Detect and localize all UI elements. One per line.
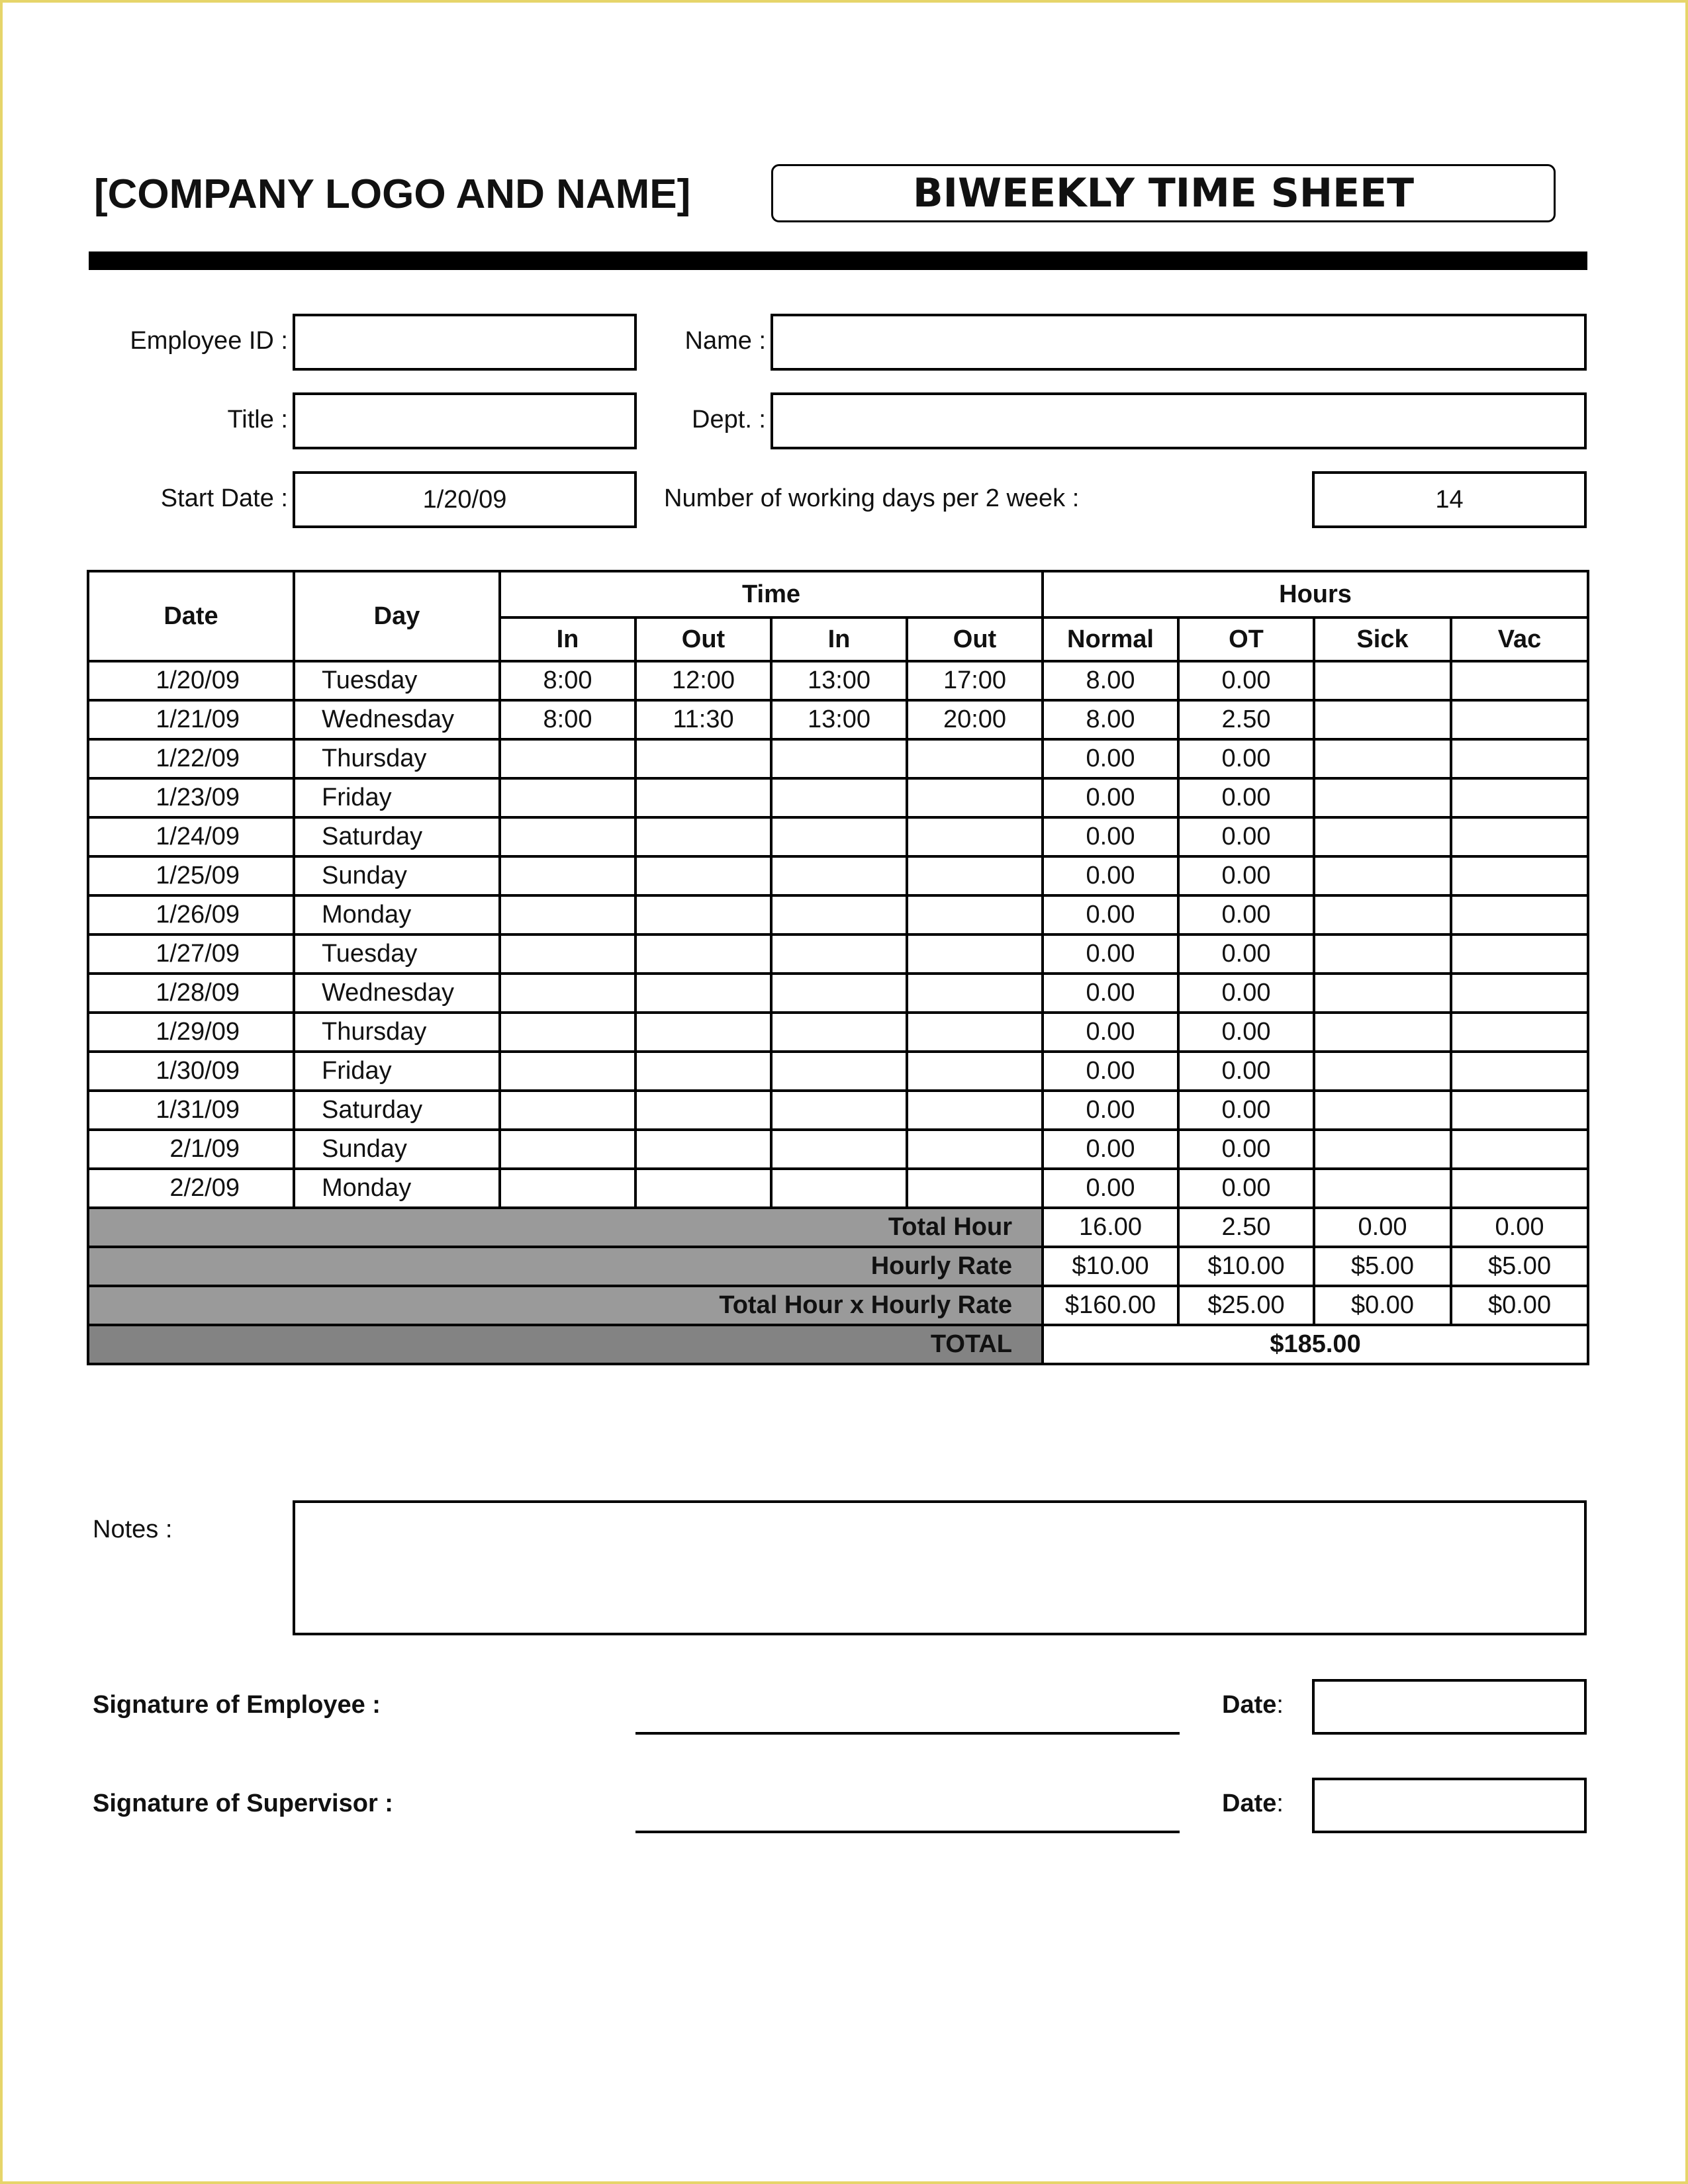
day-cell: Monday <box>294 1169 500 1208</box>
day-cell: Tuesday <box>294 934 500 974</box>
hours-normal: 0.00 <box>1043 778 1178 817</box>
hours-normal: 0.00 <box>1043 817 1178 856</box>
employee-id-label: Employee ID : <box>130 327 288 355</box>
time-in-2[interactable] <box>771 1052 907 1091</box>
hours-vac[interactable] <box>1451 1013 1588 1052</box>
table-row <box>88 661 1588 700</box>
hours-ot: 2.50 <box>1178 700 1314 739</box>
hours-ot: 0.00 <box>1178 895 1314 934</box>
time-out-2[interactable] <box>907 817 1043 856</box>
col-in2-header: In <box>771 617 907 661</box>
date-cell: 1/30/09 <box>88 1052 294 1091</box>
table-row <box>88 1013 1588 1052</box>
hours-vac[interactable] <box>1451 974 1588 1013</box>
date-cell: 1/29/09 <box>88 1013 294 1052</box>
day-cell: Wednesday <box>294 974 500 1013</box>
hours-sick[interactable] <box>1314 778 1451 817</box>
hourly-rate-vac[interactable]: $5.00 <box>1451 1247 1588 1286</box>
time-in-2[interactable] <box>771 1013 907 1052</box>
day-cell: Friday <box>294 778 500 817</box>
table-row <box>88 739 1588 778</box>
table-row <box>88 1052 1588 1091</box>
time-out-1[interactable] <box>635 934 771 974</box>
date-cell: 1/21/09 <box>88 700 294 739</box>
grand-total-value: $185.00 <box>1043 1325 1588 1364</box>
hours-sick[interactable] <box>1314 700 1451 739</box>
col-vac-header: Vac <box>1451 617 1588 661</box>
time-in-1[interactable] <box>500 895 635 934</box>
time-in-1[interactable]: 8:00 <box>500 700 635 739</box>
time-in-2[interactable] <box>771 856 907 895</box>
hourly-rate-normal[interactable]: $10.00 <box>1043 1247 1178 1286</box>
employee-id-field[interactable] <box>293 314 637 371</box>
title-box <box>771 164 1556 222</box>
hourly-rate-label: Hourly Rate <box>88 1247 1043 1286</box>
hours-vac[interactable] <box>1451 817 1588 856</box>
hours-ot: 0.00 <box>1178 739 1314 778</box>
time-in-2[interactable] <box>771 739 907 778</box>
sheet-title: BIWEEKLY TIME SHEET <box>912 170 1415 216</box>
dept-field[interactable] <box>771 392 1587 449</box>
hours-normal: 0.00 <box>1043 1013 1178 1052</box>
day-cell: Sunday <box>294 856 500 895</box>
pay-vac: $0.00 <box>1451 1286 1588 1325</box>
table-row <box>88 817 1588 856</box>
time-out-2[interactable] <box>907 778 1043 817</box>
time-out-2[interactable] <box>907 1013 1043 1052</box>
hours-vac[interactable] <box>1451 661 1588 700</box>
pay-ot: $25.00 <box>1178 1286 1314 1325</box>
pay-label: Total Hour x Hourly Rate <box>88 1286 1043 1325</box>
time-out-1[interactable]: 11:30 <box>635 700 771 739</box>
col-normal-header: Normal <box>1043 617 1178 661</box>
hours-vac[interactable] <box>1451 1130 1588 1169</box>
time-in-2[interactable] <box>771 778 907 817</box>
day-cell: Friday <box>294 1052 500 1091</box>
hours-vac[interactable] <box>1451 1052 1588 1091</box>
hours-normal: 0.00 <box>1043 1091 1178 1130</box>
table-row <box>88 1091 1588 1130</box>
col-date-header: Date <box>88 571 294 661</box>
supervisor-date-field[interactable] <box>1312 1778 1587 1833</box>
time-in-1[interactable] <box>500 1013 635 1052</box>
hours-normal: 0.00 <box>1043 739 1178 778</box>
pay-sick: $0.00 <box>1314 1286 1451 1325</box>
day-cell: Tuesday <box>294 661 500 700</box>
time-out-2[interactable] <box>907 1052 1043 1091</box>
time-in-2[interactable] <box>771 817 907 856</box>
hours-normal: 8.00 <box>1043 661 1178 700</box>
day-cell: Thursday <box>294 1013 500 1052</box>
supervisor-date-label: Date: <box>1222 1790 1284 1817</box>
time-out-1[interactable] <box>635 1130 771 1169</box>
hours-ot: 0.00 <box>1178 1013 1314 1052</box>
col-out2-header: Out <box>907 617 1043 661</box>
time-in-1[interactable] <box>500 739 635 778</box>
hours-sick[interactable] <box>1314 856 1451 895</box>
total-hour-normal: 16.00 <box>1043 1208 1178 1247</box>
header-divider <box>89 251 1587 270</box>
time-in-2[interactable] <box>771 974 907 1013</box>
total-hour-label: Total Hour <box>88 1208 1043 1247</box>
hours-sick[interactable] <box>1314 1130 1451 1169</box>
col-out1-header: Out <box>635 617 771 661</box>
time-out-2[interactable] <box>907 974 1043 1013</box>
day-cell: Monday <box>294 895 500 934</box>
date-cell: 1/27/09 <box>88 934 294 974</box>
time-in-2[interactable] <box>771 1091 907 1130</box>
notes-field[interactable] <box>293 1500 1587 1635</box>
hours-vac[interactable] <box>1451 856 1588 895</box>
start-date-field[interactable]: 1/20/09 <box>293 471 637 528</box>
date-cell: 1/20/09 <box>88 661 294 700</box>
hours-sick[interactable] <box>1314 1013 1451 1052</box>
col-ot-header: OT <box>1178 617 1314 661</box>
time-in-1[interactable] <box>500 778 635 817</box>
time-in-1[interactable] <box>500 856 635 895</box>
hours-sick[interactable] <box>1314 974 1451 1013</box>
hours-sick[interactable] <box>1314 895 1451 934</box>
date-cell: 2/1/09 <box>88 1130 294 1169</box>
date-cell: 1/23/09 <box>88 778 294 817</box>
dept-label: Dept. : <box>692 406 766 433</box>
time-out-1[interactable] <box>635 1013 771 1052</box>
col-day-header: Day <box>294 571 500 661</box>
hours-vac[interactable] <box>1451 934 1588 974</box>
day-cell: Thursday <box>294 739 500 778</box>
hours-ot: 0.00 <box>1178 778 1314 817</box>
hours-sick[interactable] <box>1314 817 1451 856</box>
employee-date-field[interactable] <box>1312 1679 1587 1735</box>
hours-normal: 0.00 <box>1043 934 1178 974</box>
notes-label: Notes : <box>93 1516 173 1543</box>
date-cell: 1/28/09 <box>88 974 294 1013</box>
employee-date-label: Date: <box>1222 1691 1284 1719</box>
col-in1-header: In <box>500 617 635 661</box>
hours-ot: 0.00 <box>1178 1130 1314 1169</box>
hours-ot: 0.00 <box>1178 934 1314 974</box>
table-row <box>88 974 1588 1013</box>
total-hour-vac: 0.00 <box>1451 1208 1588 1247</box>
time-in-2[interactable] <box>771 934 907 974</box>
name-label: Name : <box>684 327 766 355</box>
hours-normal: 0.00 <box>1043 1130 1178 1169</box>
hours-ot: 0.00 <box>1178 1091 1314 1130</box>
time-in-1[interactable] <box>500 974 635 1013</box>
working-days-label: Number of working days per 2 week : <box>664 484 1080 512</box>
hours-normal: 0.00 <box>1043 856 1178 895</box>
supervisor-signature-line[interactable] <box>635 1831 1180 1833</box>
date-cell: 1/24/09 <box>88 817 294 856</box>
hours-sick[interactable] <box>1314 661 1451 700</box>
hours-vac[interactable] <box>1451 1169 1588 1208</box>
hours-ot: 0.00 <box>1178 817 1314 856</box>
time-in-1[interactable] <box>500 1130 635 1169</box>
hours-normal: 0.00 <box>1043 1169 1178 1208</box>
time-out-2[interactable] <box>907 739 1043 778</box>
hours-sick[interactable] <box>1314 1052 1451 1091</box>
hours-vac[interactable] <box>1451 895 1588 934</box>
table-row <box>88 856 1588 895</box>
date-cell: 2/2/09 <box>88 1169 294 1208</box>
hours-sick[interactable] <box>1314 739 1451 778</box>
table-row <box>88 1169 1588 1208</box>
time-out-2[interactable] <box>907 895 1043 934</box>
name-field[interactable] <box>771 314 1587 371</box>
time-in-2[interactable] <box>771 1169 907 1208</box>
time-out-2[interactable]: 20:00 <box>907 700 1043 739</box>
day-cell: Wednesday <box>294 700 500 739</box>
time-in-1[interactable] <box>500 934 635 974</box>
time-out-1[interactable] <box>635 856 771 895</box>
table-row <box>88 778 1588 817</box>
start-date-label: Start Date : <box>160 484 288 512</box>
working-days-field[interactable]: 14 <box>1312 471 1587 528</box>
time-out-1[interactable] <box>635 778 771 817</box>
time-in-1[interactable]: 8:00 <box>500 661 635 700</box>
hours-normal: 0.00 <box>1043 895 1178 934</box>
date-cell: 1/25/09 <box>88 856 294 895</box>
hours-ot: 0.00 <box>1178 856 1314 895</box>
pay-normal: $160.00 <box>1043 1286 1178 1325</box>
time-out-2[interactable] <box>907 1091 1043 1130</box>
time-out-1[interactable] <box>635 739 771 778</box>
day-cell: Sunday <box>294 1130 500 1169</box>
time-out-2[interactable] <box>907 1130 1043 1169</box>
time-out-1[interactable] <box>635 817 771 856</box>
time-in-2[interactable]: 13:00 <box>771 700 907 739</box>
time-out-2[interactable] <box>907 1169 1043 1208</box>
day-cell: Saturday <box>294 817 500 856</box>
time-in-1[interactable] <box>500 1169 635 1208</box>
time-out-1[interactable]: 12:00 <box>635 661 771 700</box>
table-row <box>88 700 1588 739</box>
time-out-1[interactable] <box>635 1169 771 1208</box>
time-group-header: Time <box>500 571 1043 617</box>
hours-group-header: Hours <box>1043 571 1588 617</box>
hours-sick[interactable] <box>1314 1091 1451 1130</box>
time-out-2[interactable]: 17:00 <box>907 661 1043 700</box>
date-cell: 1/26/09 <box>88 895 294 934</box>
hours-sick[interactable] <box>1314 934 1451 974</box>
time-in-2[interactable] <box>771 1130 907 1169</box>
time-in-1[interactable] <box>500 1052 635 1091</box>
hourly-rate-ot[interactable]: $10.00 <box>1178 1247 1314 1286</box>
date-cell: 1/31/09 <box>88 1091 294 1130</box>
hours-normal: 8.00 <box>1043 700 1178 739</box>
hours-ot: 0.00 <box>1178 661 1314 700</box>
time-in-2[interactable] <box>771 895 907 934</box>
hours-vac[interactable] <box>1451 700 1588 739</box>
supervisor-signature-label: Signature of Supervisor : <box>93 1790 393 1817</box>
hours-ot: 0.00 <box>1178 1169 1314 1208</box>
title-label: Title : <box>227 406 288 433</box>
employee-signature-line[interactable] <box>635 1732 1180 1735</box>
time-out-1[interactable] <box>635 974 771 1013</box>
date-cell: 1/22/09 <box>88 739 294 778</box>
hours-normal: 0.00 <box>1043 1052 1178 1091</box>
time-out-1[interactable] <box>635 895 771 934</box>
table-row <box>88 1130 1588 1169</box>
day-cell: Saturday <box>294 1091 500 1130</box>
timesheet-table <box>87 570 1589 1365</box>
time-in-1[interactable] <box>500 817 635 856</box>
col-sick-header: Sick <box>1314 617 1451 661</box>
hourly-rate-sick[interactable]: $5.00 <box>1314 1247 1451 1286</box>
hours-ot: 0.00 <box>1178 1052 1314 1091</box>
time-out-1[interactable] <box>635 1091 771 1130</box>
total-hour-ot: 2.50 <box>1178 1208 1314 1247</box>
hours-ot: 0.00 <box>1178 974 1314 1013</box>
hours-vac[interactable] <box>1451 739 1588 778</box>
hours-normal: 0.00 <box>1043 974 1178 1013</box>
title-field[interactable] <box>293 392 637 449</box>
time-out-2[interactable] <box>907 856 1043 895</box>
table-row <box>88 934 1588 974</box>
hours-vac[interactable] <box>1451 1091 1588 1130</box>
company-name: [COMPANY LOGO AND NAME] <box>94 171 691 217</box>
time-out-1[interactable] <box>635 1052 771 1091</box>
time-in-2[interactable]: 13:00 <box>771 661 907 700</box>
grand-total-label: TOTAL <box>88 1325 1043 1364</box>
total-hour-sick: 0.00 <box>1314 1208 1451 1247</box>
employee-signature-label: Signature of Employee : <box>93 1691 381 1719</box>
hours-sick[interactable] <box>1314 1169 1451 1208</box>
time-out-2[interactable] <box>907 934 1043 974</box>
table-row <box>88 895 1588 934</box>
time-in-1[interactable] <box>500 1091 635 1130</box>
hours-vac[interactable] <box>1451 778 1588 817</box>
